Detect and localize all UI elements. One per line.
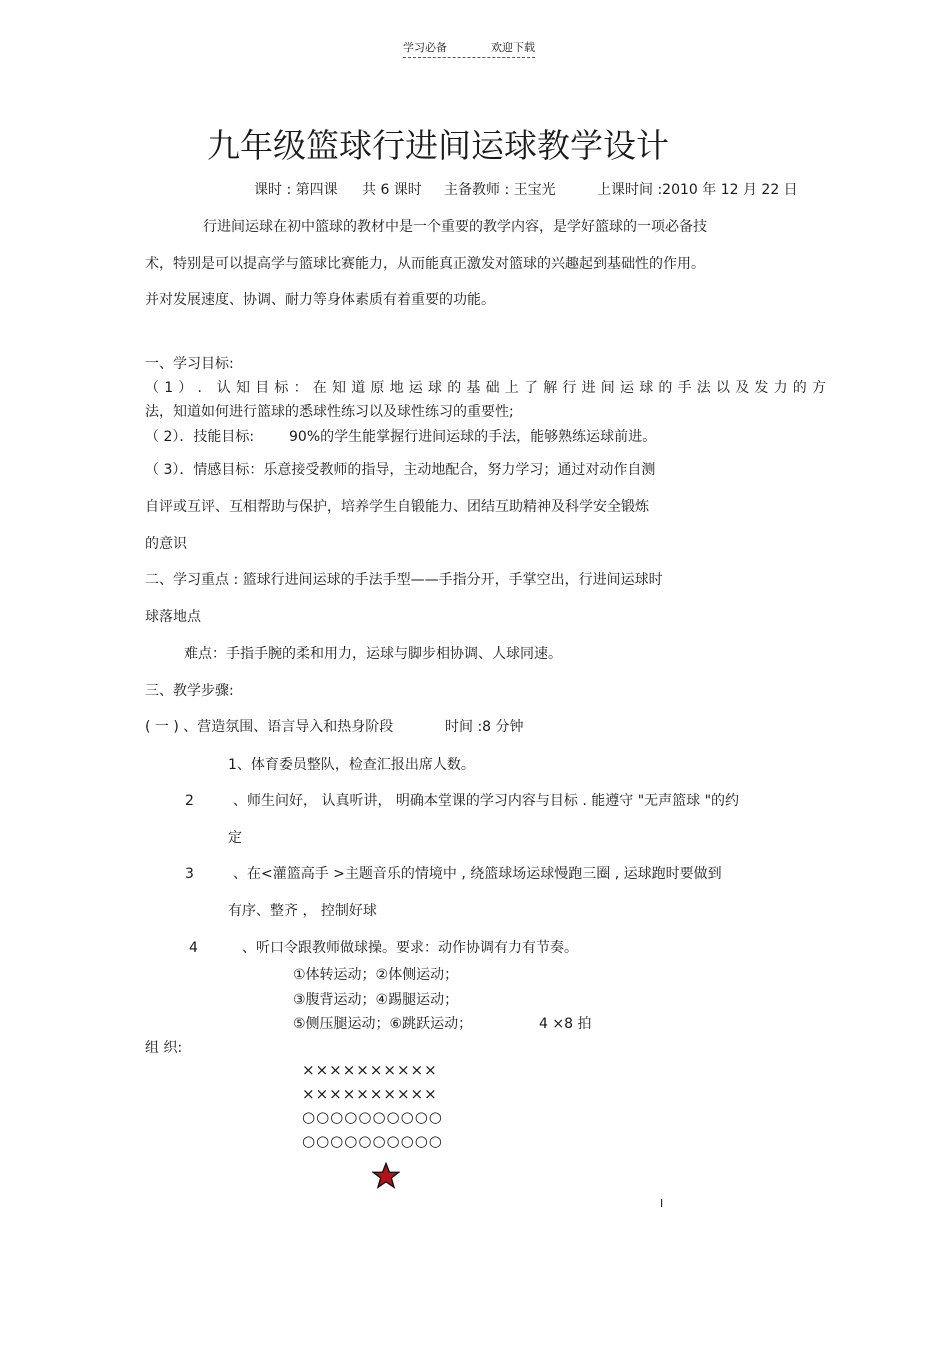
goal-skill-label: （ 2）．技能目标: bbox=[145, 429, 255, 445]
formation-row-students-1: ×××××××××× bbox=[302, 1061, 438, 1079]
document-title: 九年级篮球行进间运球教学设计 bbox=[207, 126, 669, 165]
goal-cognitive-line-1: （1）. 认知目标：在知道原地运球的基础上了解行进间运球的手法以及发力的方 bbox=[145, 380, 832, 396]
formation-row-circles-1: ○○○○○○○○○○ bbox=[302, 1108, 443, 1126]
formation-row-students-2: ×××××××××× bbox=[302, 1085, 438, 1103]
step-1: 1、体育委员整队，检查汇报出席人数。 bbox=[228, 757, 475, 773]
meta-teacher: 主备教师 : 王宝光 bbox=[444, 182, 556, 198]
step-2-text: 、师生问好， 认真听讲， 明确本堂课的学习内容与目标 . 能遵守 "无声篮球 "的约 bbox=[233, 793, 740, 809]
meta-time: 上课时间 :2010 年 12 月 22 日 bbox=[597, 182, 798, 198]
goals-heading: 一、学习目标: bbox=[145, 356, 234, 372]
step-3-text: 、在<灌篮高手 >主题音乐的情境中 , 绕篮球场运球慢跑三圈 , 运球跑时要做到 bbox=[233, 866, 722, 882]
page-header bbox=[403, 41, 535, 58]
meta-total: 共 6 课时 bbox=[362, 182, 422, 198]
teacher-star-icon bbox=[372, 1162, 400, 1190]
intro-line-1: 行进间运球在初中篮球的教材中是一个重要的教学内容，是学好篮球的一项必备技 bbox=[203, 219, 707, 235]
step-3-number: 3 bbox=[185, 866, 194, 882]
goal-affective-line-3: 的意识 bbox=[145, 536, 187, 552]
phase-1-title: ( 一 ) 、营造氛围、语言导入和热身阶段 bbox=[145, 719, 394, 735]
goal-cognitive-line-2: 法，知道如何进行篮球的悉球性练习以及球性练习的重要性; bbox=[145, 404, 514, 420]
header-right: 欢迎下载 bbox=[491, 41, 535, 54]
step-2-continued: 定 bbox=[228, 830, 242, 846]
focus-line-2: 球落地点 bbox=[145, 609, 201, 625]
steps-heading: 三、教学步骤: bbox=[145, 683, 234, 699]
header-left: 学习必备 bbox=[403, 41, 447, 54]
step-4-text: 、听口令跟教师做球操。要求：动作协调有力有节奏。 bbox=[242, 940, 578, 956]
step-3-continued: 有序、整齐 ， 控制好球 bbox=[228, 903, 377, 919]
exercise-beats: 4 ×8 拍 bbox=[539, 1016, 592, 1032]
goal-affective-line-1: （ 3）．情感目标：乐意接受教师的指导，主动地配合，努力学习；通过对动作自测 bbox=[145, 462, 656, 478]
organization-label: 组 织: bbox=[145, 1040, 183, 1056]
goal-affective-line-2: 自评或互评、互相帮助与保护，培养学生自锻能力、团结互助精神及科学安全锻炼 bbox=[145, 499, 649, 515]
exercise-line-2: ③腹背运动；④踢腿运动； bbox=[293, 992, 459, 1008]
focus-difficulty: 难点：手指手腕的柔和用力，运球与脚步相协调、人球同速。 bbox=[184, 646, 562, 662]
formation-row-circles-2: ○○○○○○○○○○ bbox=[302, 1132, 443, 1150]
phase-1-time: 时间 :8 分钟 bbox=[445, 719, 524, 735]
goal-skill-text: 90%的学生能掌握行进间运球的手法，能够熟练运球前进。 bbox=[289, 429, 657, 445]
exercise-line-1: ①体转运动；②体侧运动； bbox=[293, 967, 459, 983]
page-mark: I bbox=[660, 1197, 664, 1210]
step-2-number: 2 bbox=[185, 793, 194, 809]
step-4-number: 4 bbox=[189, 940, 198, 956]
intro-line-2: 术，特别是可以提高学与篮球比赛能力，从而能真正激发对篮球的兴趣起到基础性的作用。 bbox=[145, 256, 705, 272]
meta-lesson: 课时 : 第四课 bbox=[254, 182, 338, 198]
intro-line-3: 并对发展速度、协调、耐力等身体素质有着重要的功能。 bbox=[145, 292, 495, 308]
focus-line-1: 二、学习重点 : 篮球行进间运球的手法手型——手指分开，手掌空出，行进间运球时 bbox=[145, 572, 663, 588]
exercise-line-3: ⑤侧压腿运动；⑥跳跃运动； bbox=[293, 1016, 473, 1032]
